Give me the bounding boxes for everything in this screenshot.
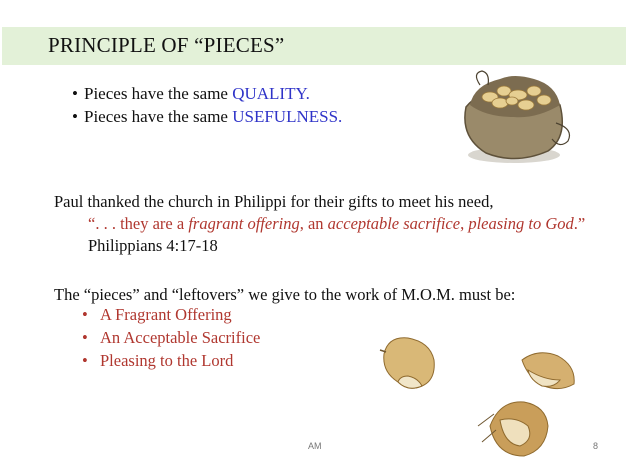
quote-mid1: , an bbox=[299, 214, 328, 233]
bullet-quality bbox=[72, 82, 342, 105]
bullet-highlight: USEFULNESS. bbox=[232, 107, 343, 126]
quote-open: “. . . they are a bbox=[88, 214, 189, 233]
list-item bbox=[82, 349, 260, 372]
bullet-text: Pieces have the same bbox=[84, 84, 233, 103]
paragraph-philippi: Paul thanked the church in Philippi for their gifts to meet his need, bbox=[54, 192, 494, 211]
mom-list bbox=[82, 303, 260, 372]
quote-close: .” bbox=[573, 214, 586, 233]
bullet-dot: • bbox=[82, 305, 88, 324]
bullet-dot: • bbox=[72, 107, 78, 126]
slide-title: PRINCIPLE OF “PIECES” bbox=[48, 33, 285, 57]
quote-fragrant: fragrant offering bbox=[188, 214, 300, 233]
bullet-dot: • bbox=[82, 328, 88, 347]
scripture-quote bbox=[88, 213, 598, 257]
bullet-highlight: QUALITY. bbox=[232, 84, 310, 103]
list-item-text: An Acceptable Sacrifice bbox=[100, 328, 261, 347]
principle-bullets bbox=[72, 82, 342, 128]
bullet-dot: • bbox=[82, 351, 88, 370]
list-item-text: A Fragrant Offering bbox=[100, 305, 232, 324]
paragraph-mom: The “pieces” and “leftovers” we give to the work of M.O.M. must be: bbox=[54, 285, 516, 304]
bullet-usefulness bbox=[72, 105, 342, 128]
page-number: 8 bbox=[593, 441, 599, 451]
list-item-text: Pleasing to the Lord bbox=[100, 351, 234, 370]
bullet-dot: • bbox=[72, 84, 78, 103]
quote-acceptable: acceptable sacrifice bbox=[327, 214, 461, 233]
bread-pieces-image bbox=[378, 330, 588, 460]
bullet-text: Pieces have the same bbox=[84, 107, 233, 126]
footer-author: AM bbox=[308, 441, 322, 451]
quote-mid2: , bbox=[460, 214, 469, 233]
quote-pleasing: pleasing to God bbox=[468, 214, 574, 233]
list-item bbox=[82, 303, 260, 326]
quote-reference: Philippians 4:17-18 bbox=[88, 236, 218, 255]
bread-bag-image bbox=[456, 67, 576, 167]
list-item bbox=[82, 326, 260, 349]
